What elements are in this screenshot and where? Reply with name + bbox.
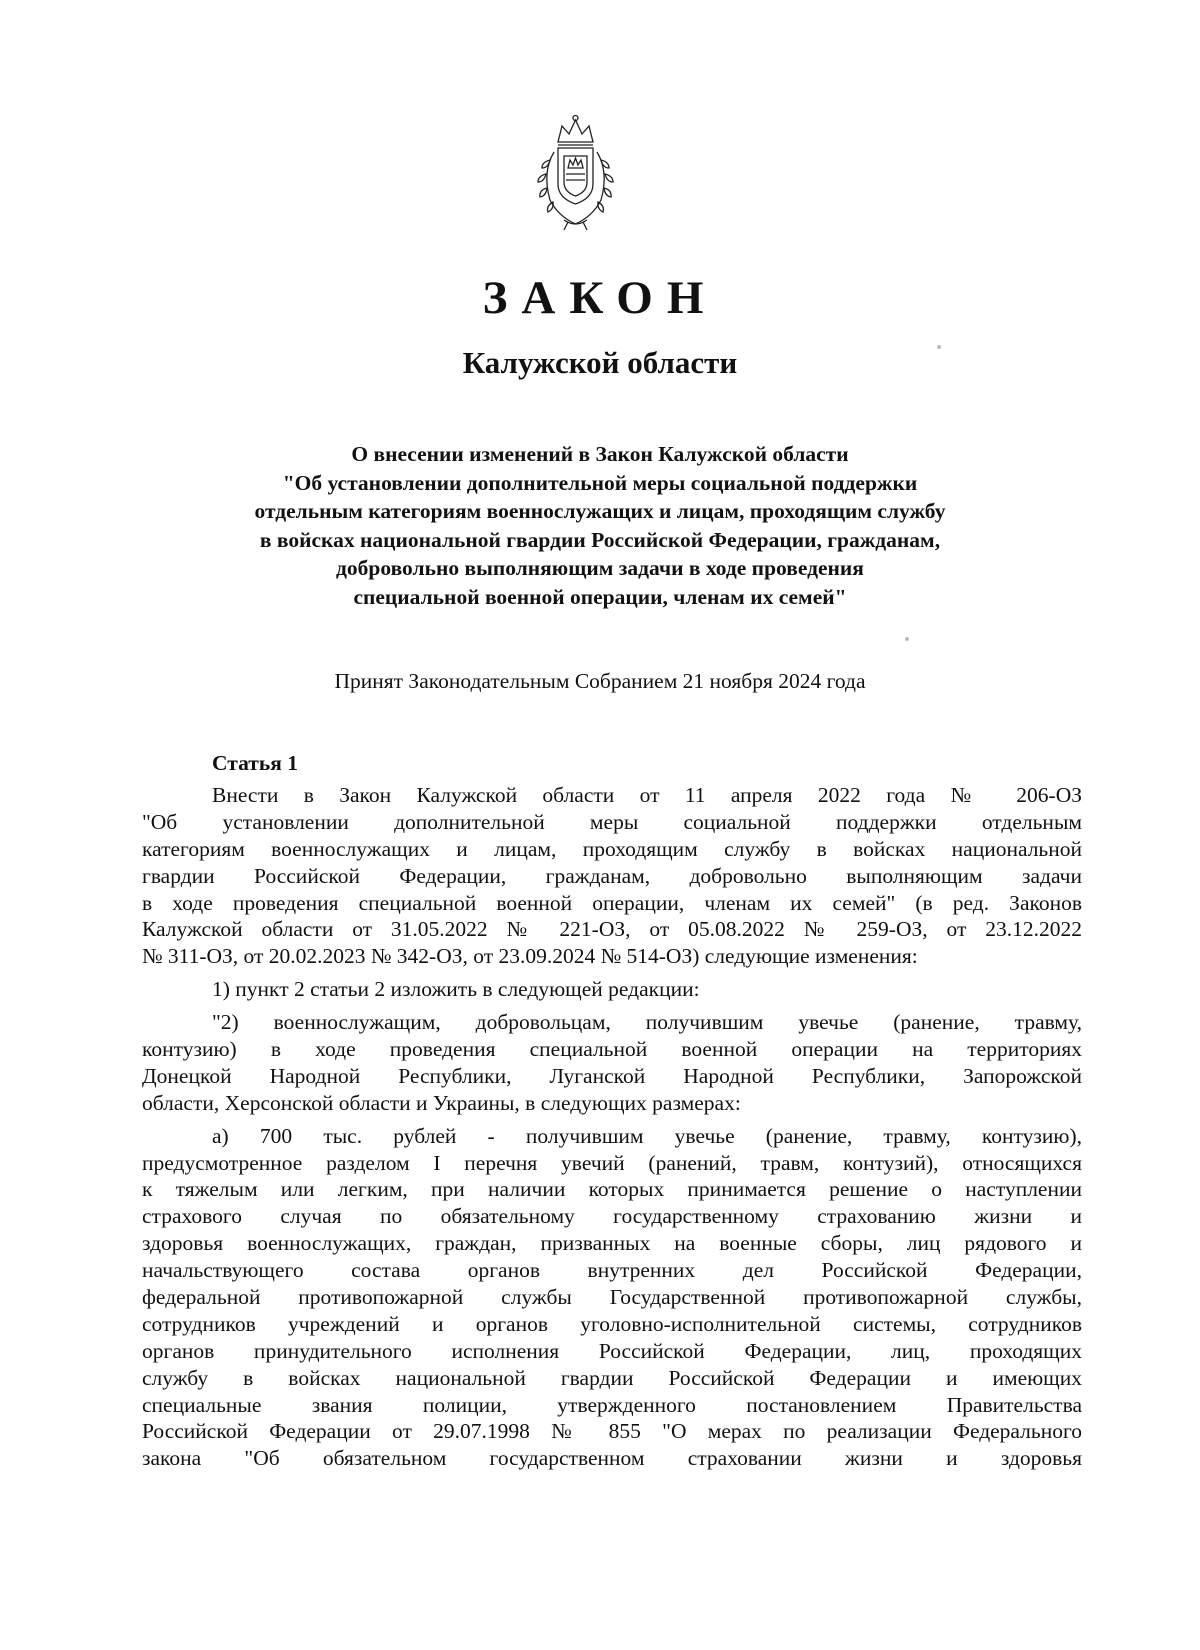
text-line: гвардии Российской Федерации, гражданам, добровольно выполняющим задачи bbox=[142, 863, 1082, 888]
article-title: Статья 1 bbox=[212, 751, 298, 775]
text-line: Российской Федерации от 29.07.1998 № 855 "О мерах по реализации Федерального bbox=[142, 1419, 1082, 1444]
adoption-statement: Принят Законодательным Собранием 21 ноября 2024 года bbox=[334, 669, 866, 693]
text-line: службу в войсках национальной гвардии Российской Федерации и имеющих bbox=[142, 1365, 1082, 1390]
text-line: специальные звания полиции, утвержденного постановлением Правительства bbox=[142, 1392, 1082, 1417]
text-line: 1) пункт 2 статьи 2 изложить в следующей редакции: bbox=[212, 977, 700, 1002]
heading-line: добровольно выполняющим задачи в ходе проведения bbox=[336, 556, 864, 581]
paragraph-point-2 bbox=[142, 1009, 1082, 1117]
heading-line: О внесении изменений в Закон Калужской области bbox=[351, 442, 849, 466]
text-line: в ходе проведения специальной военной операции, членам их семей" (в ред. Законов bbox=[142, 890, 1082, 915]
text-line: области, Херсонской области и Украины, в следующих размерах: bbox=[142, 1090, 741, 1115]
kaluga-coat-of-arms-icon bbox=[528, 112, 623, 232]
heading-line: "Об установлении дополнительной меры социальной поддержки bbox=[282, 470, 918, 495]
text-line: Калужской области от 31.05.2022 № 221-ОЗ, от 05.08.2022 № 259-ОЗ, от 23.12.2022 bbox=[142, 917, 1082, 942]
text-line: закона "Об обязательном государственном страховании жизни и здоровья bbox=[142, 1446, 1082, 1471]
text-line: Внести в Закон Калужской области от 11 апреля 2022 года № 206-ОЗ bbox=[212, 783, 1082, 807]
text-line: Донецкой Народной Республики, Луганской Народной Республики, Запорожской bbox=[142, 1063, 1082, 1088]
text-line: органов принудительного исполнения Российской Федерации, лиц, проходящих bbox=[142, 1338, 1082, 1363]
text-line: "Об установлении дополнительной меры социальной поддержки отдельным bbox=[142, 809, 1082, 834]
text-line: "2) военнослужащим, добровольцам, получившим увечье (ранение, травму, bbox=[212, 1010, 1082, 1035]
text-line: страхового случая по обязательному государственному страхованию жизни и bbox=[142, 1204, 1082, 1229]
law-heading bbox=[140, 440, 1060, 612]
text-line: начальствующего состава органов внутренних дел Российской Федерации, bbox=[142, 1258, 1082, 1283]
scan-speck bbox=[937, 345, 941, 349]
document-subtitle: Калужской области bbox=[462, 345, 738, 380]
document-body bbox=[142, 750, 1082, 1472]
text-line: а) 700 тыс. рублей - получившим увечье (ранение, травму, контузию), bbox=[212, 1123, 1082, 1148]
text-line: сотрудников учреждений и органов уголовно-исполнительной системы, сотрудников bbox=[142, 1311, 1082, 1336]
text-line: контузию) в ходе проведения специальной военной операции на территориях bbox=[142, 1037, 1082, 1062]
scan-speck bbox=[905, 637, 909, 641]
heading-line: отдельным категориям военнослужащих и лицам, проходящим службу bbox=[254, 499, 946, 524]
heading-line: специальной военной операции, членам их семей" bbox=[353, 584, 847, 609]
text-line: № 311-ОЗ, от 20.02.2023 № 342-ОЗ, от 23.09.2024 № 514-ОЗ) следующие изменения: bbox=[142, 944, 918, 969]
paragraph-subpoint-a bbox=[142, 1123, 1082, 1473]
text-line: предусмотренное разделом I перечня увечий (ранений, травм, контузий), относящихся bbox=[142, 1150, 1082, 1175]
paragraph-point-1 bbox=[142, 976, 1082, 1003]
document-title: ЗАКОН bbox=[482, 272, 718, 324]
text-line: здоровья военнослужащих, граждан, призванных на военные сборы, лиц рядового и bbox=[142, 1231, 1082, 1256]
heading-line: в войсках национальной гвардии Российской Федерации, гражданам, bbox=[259, 527, 941, 552]
text-line: категориям военнослужащих и лицам, проходящим службу в войсках национальной bbox=[142, 836, 1082, 861]
text-line: федеральной противопожарной службы Государственной противопожарной службы, bbox=[142, 1285, 1082, 1310]
text-line: к тяжелым или легким, при наличии которых принимается решение о наступлении bbox=[142, 1177, 1082, 1202]
paragraph-amendment bbox=[142, 782, 1082, 970]
